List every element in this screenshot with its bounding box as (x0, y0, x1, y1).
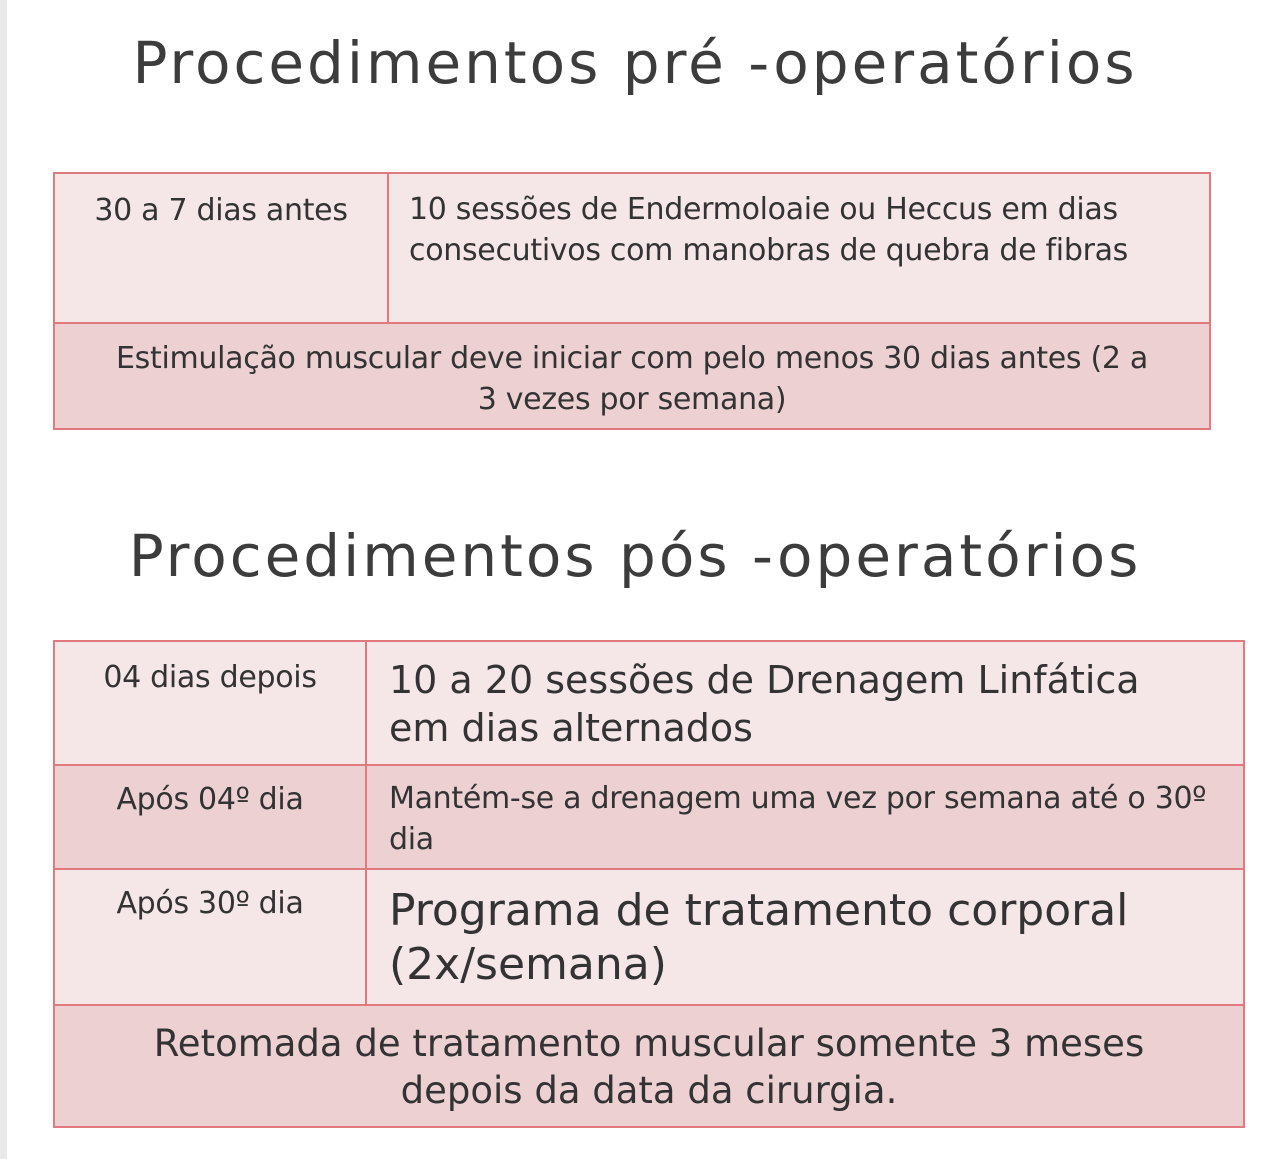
table-row (54, 869, 1244, 1005)
procedure-cell: Mantém-se a drenagem uma vez por semana até o 30º dia (366, 765, 1244, 869)
table-row (54, 1005, 1244, 1127)
when-cell: Após 04º dia (54, 765, 366, 869)
procedure-cell: 10 a 20 sessões de Drenagem Linfática em dias alternados (366, 641, 1244, 765)
when-cell: 04 dias depois (54, 641, 366, 765)
table-row (54, 323, 1210, 429)
note-cell: Retomada de tratamento muscular somente 3 meses depois da data da cirurgia. (54, 1005, 1244, 1127)
table-row (54, 641, 1244, 765)
post-op-title: Procedimentos pós -operatórios (128, 522, 1142, 590)
note-cell: Estimulação muscular deve iniciar com pelo menos 30 dias antes (2 a 3 vezes por semana) (54, 323, 1210, 429)
post-op-table (53, 640, 1245, 1128)
when-cell: Após 30º dia (54, 869, 366, 1005)
table-row (54, 765, 1244, 869)
table-row (54, 173, 1210, 323)
procedure-cell: 10 sessões de Endermoloaie ou Heccus em dias consecutivos com manobras de quebra de fibras (388, 173, 1210, 323)
pre-op-table (53, 172, 1211, 430)
when-cell: 30 a 7 dias antes (54, 173, 388, 323)
pre-op-title: Procedimentos pré -operatórios (132, 29, 1138, 97)
procedure-cell: Programa de tratamento corporal (2x/semana) (366, 869, 1244, 1005)
